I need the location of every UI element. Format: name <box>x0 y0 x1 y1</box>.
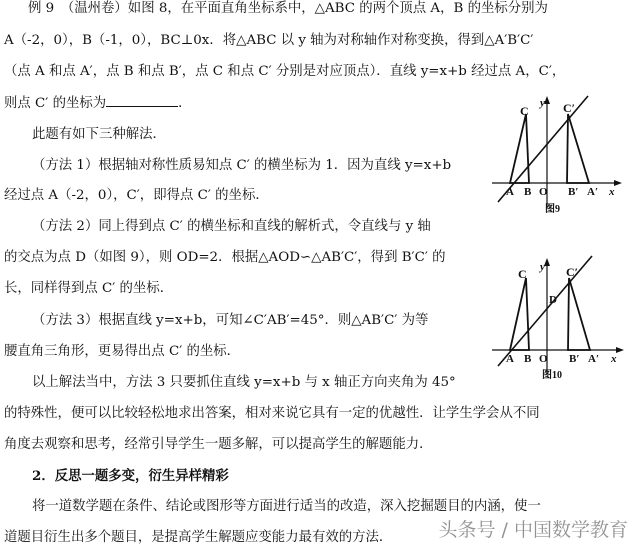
method2-line-2: 的交点为点 D（如图 9），则 OD=2．根据△AOD∽△AB′C′，得到 B′C′ 的 <box>4 250 446 265</box>
figure-10-caption: 图10 <box>542 370 562 381</box>
solutions-intro: 此题有如下三种解法． <box>32 127 166 142</box>
method2-line-1: （方法 2）同上得到点 C′ 的横坐标和直线的解析式，令直线与 y 轴 <box>32 219 431 234</box>
label-a-prime: A′ <box>587 186 599 198</box>
figure-9 <box>490 90 630 220</box>
label-x: x <box>611 353 617 365</box>
method1-line-2: 经过点 A（-2，0），C′，即得点 C′ 的坐标． <box>4 188 269 203</box>
label-b-prime: B′ <box>568 186 579 198</box>
problem-line-3: （点 A 和点 A′，点 B 和点 B′，点 C 和点 C′ 分别是对应顶点）．直线 y=x+b 经过点 A，C′， <box>4 64 566 79</box>
figure-9-caption: 图9 <box>545 204 560 215</box>
y-axis-arrow <box>544 96 550 104</box>
y-axis-arrow <box>544 258 550 266</box>
label-c: C <box>518 267 527 281</box>
label-o: O <box>539 353 548 365</box>
summary-line-2: 的特殊性，便可以比较轻松地求出答案，相对来说它具有一定的优越性．让学生学会从不同 <box>4 406 540 421</box>
problem-line-1: 例 9 （温州卷）如图 8，在平面直角坐标系中，△ABC 的两个顶点 A，B 的坐标分别为 <box>28 1 548 16</box>
triangle-abc <box>510 278 529 350</box>
section-line-2: 道题目衍生出多个题目，是提高学生解题应变能力最有效的方法． <box>4 530 393 545</box>
triangle-apbpcp <box>567 114 589 183</box>
summary-line-3: 角度去观察和思考，经常引导学生一题多解，可以提高学生的解题能力． <box>4 437 433 452</box>
label-x: x <box>609 186 615 198</box>
label-a: A <box>506 353 514 365</box>
watermark: 头条号 / 中国数学教育 <box>438 519 628 541</box>
method1-line-1: （方法 1）根据轴对称性质易知点 C′ 的横坐标为 1．因为直线 y=x+b <box>32 158 452 173</box>
label-b-prime: B′ <box>569 353 580 365</box>
method3-line-2: 腰直角三角形，更易得出点 C′ 的坐标． <box>4 344 241 359</box>
label-y: y <box>540 97 545 109</box>
label-d: D <box>549 294 557 306</box>
label-b: B <box>524 186 532 198</box>
triangle-apbpcp <box>568 278 590 350</box>
question-text: 则点 C′ 的坐标为 <box>4 96 107 111</box>
label-c-prime: C′ <box>566 265 579 279</box>
x-axis-arrow <box>614 180 622 186</box>
label-c: C <box>520 104 529 118</box>
section-line-1: 将一道数学题在条件、结论或图形等方面进行适当的改造，深入挖掘题目的内涵，使一 <box>32 499 541 514</box>
problem-line-2: A（-2，0），B（-1，0），BC⊥0x．将△ABC 以 y 轴为对称轴作对称变换，得到△A′B′C′ <box>4 33 534 48</box>
method3-line-1: （方法 3）根据直线 y=x+b，可知∠C′AB′=45°．则△AB′C′ 为等 <box>32 313 429 328</box>
method2-line-3: 长，同样得到点 C′ 的坐标． <box>4 281 174 296</box>
question-end: ． <box>178 96 192 111</box>
label-a: A <box>506 186 514 198</box>
label-a-prime: A′ <box>588 353 600 365</box>
label-y: y <box>540 261 545 273</box>
x-axis-arrow <box>616 347 624 353</box>
answer-blank <box>106 94 178 107</box>
figure-10 <box>490 250 635 385</box>
section-heading: 2．反思一题多变，衍生异样精彩 <box>32 468 229 484</box>
problem-line-4 <box>4 94 192 113</box>
summary-line-1: 以上解法当中，方法 3 只要抓住直线 y=x+b 与 x 轴正方向夹角为 45° <box>32 375 456 390</box>
label-o: O <box>539 186 548 198</box>
label-b: B <box>524 353 532 365</box>
label-c-prime: C′ <box>563 101 576 115</box>
triangle-abc <box>510 114 529 183</box>
